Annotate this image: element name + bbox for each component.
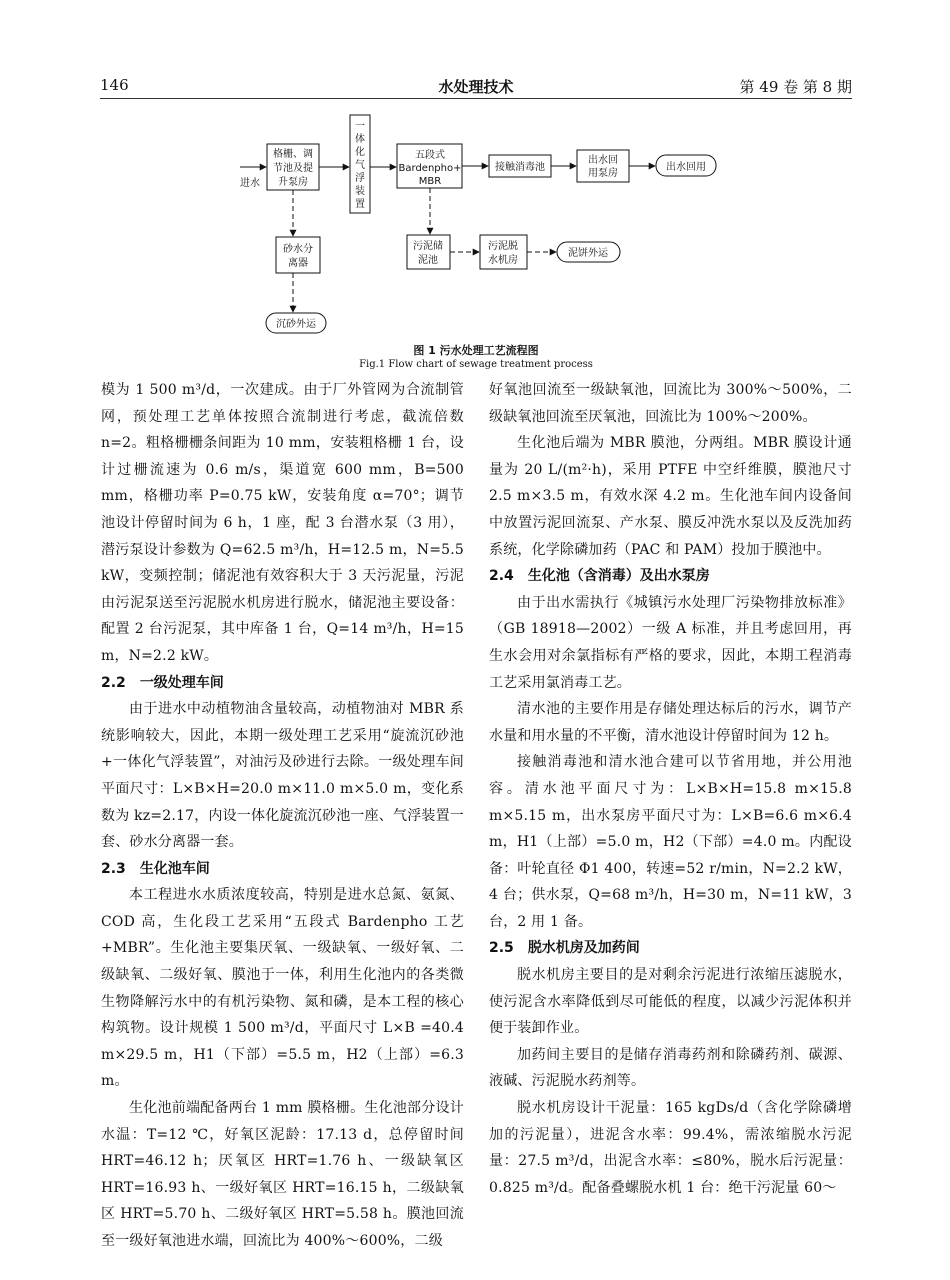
dewater-line-2: 水机房 — [488, 255, 518, 266]
right-column — [489, 377, 852, 1201]
section-title: 脱水机房及加药间 — [527, 940, 640, 957]
section-heading-2-4 — [489, 563, 852, 590]
paragraph: 由于进水中动植物油含量较高，动植物油对 MBR 系统影响较大，因此，本期一级处理工艺采用“旋流沉砂池+一体化气浮装置”，对油污及砂进行去除。一级处理车间平面尺寸：L×B×H=20.0 m×11.0 m×5.0 m，变化系数为 kz=2.17，内设一体化旋流沉砂池一座、气浮装置一套、砂水分离器一套。 — [101, 701, 465, 851]
bardenpho-line-3: MBR — [418, 176, 442, 187]
bardenpho-line-2: Bardenpho+ — [398, 163, 462, 174]
paragraph: 由于出水需执行《城镇污水处理厂污染物排放标准》（GB 18918—2002）一级 A 标准，并且考虑回用，再生水会用对余氯指标有严格的要求，因此，本期工程消毒工艺采用氯消毒工艺。 — [489, 594, 852, 691]
flotation-char-5: 浮 — [355, 173, 365, 184]
paragraph: 模为 1 500 m³/d，一次建成。由于厂外管网为合流制管网，预处理工艺单体按照合流制进行考虑，截流倍数n=2。粗格栅栅条间距为 10 mm，安装粗格栅 1 台，设计过栅流速为 0.6 m/s，渠道宽 600 mm，B=500 mm，格栅功率 P=0.75 kW，安装角度 α=70°；调节池设计停留时间为 6 h，1 座，配 3 台潜水泵（3 用），潜污泵设计参数为 Q=62.5 m³/h，H=12.5 m，N=5.5 kW，变频控制；储泥池有效容积大于 3 天污泥量，污泥由污泥泵送至污泥脱水机房进行脱水，储泥池主要设备：配置 2 台污泥泵，其中库备 1 台，Q=14 m³/h，H=15 m，N=2.2 kW。 — [101, 382, 464, 664]
left-column — [101, 377, 464, 1255]
running-header — [100, 72, 852, 98]
sludge-tank-line-2: 泥池 — [418, 255, 438, 266]
section-title: 生化池车间 — [139, 860, 210, 877]
paragraph: 生化池前端配备两台 1 mm 膜格栅。生化池部分设计水温：T=12 ℃，好氧区泥龄：17.13 d，总停留时间 HRT=46.12 h；厌氧区 HRT=1.76 h、一级缺氧区 HRT=16.93 h、一级好氧区 HRT=16.15 h，二级缺氧区 HRT=5.70 h、二级好氧区 HRT=5.58 h。膜池回流至一级好氧池进水端，回流比为 400%～600%，二级 — [101, 1100, 464, 1249]
section-heading-2-5 — [489, 935, 852, 962]
header-rule — [100, 98, 852, 99]
journal-title: 水处理技术 — [438, 78, 514, 96]
paragraph: 脱水机房主要目的是对剩余污泥进行浓缩压滤脱水，使污泥含水率降低到尽可能低的程度，以减少污泥体积并便于装卸作业。 — [489, 967, 852, 1037]
section-title: 生化池（含消毒）及出水泵房 — [527, 568, 710, 585]
cake-out-label: 泥饼外运 — [568, 248, 608, 259]
section-heading-2-3 — [101, 856, 464, 883]
section-heading-2-2 — [101, 670, 464, 697]
bardenpho-line-1: 五段式 — [415, 150, 445, 161]
grit-out-label: 沉砂外运 — [276, 319, 316, 330]
inlet-label: 进水 — [240, 178, 260, 189]
paragraph: 本工程进水水质浓度较高，特别是进水总氮、氨氮、COD 高，生化段工艺采用“五段式 Bardenpho 工艺+MBR”。生化池主要集厌氧、一级缺氧、一级好氧、二级缺氧、二级好氧、膜池于一体，利用生化池内的各类微生物降解污水中的有机污染物、氮和磷，是本工程的核心构筑物。设计规模 1 500 m³/d，平面尺寸 L×B =40.4 m×29.5 m，H1（下部）=5.5 m，H2（上部）=6.3 m。 — [101, 887, 464, 1090]
section-number: 2.4 — [489, 568, 514, 585]
flotation-char-3: 化 — [355, 147, 365, 158]
page-number: 146 — [100, 76, 129, 94]
paragraph: 接触消毒池和清水池合建可以节省用地，并公用池容。清水池平面尺寸为：L×B×H=15.8 m×15.8 m×5.15 m，出水泵房平面尺寸为：L×B=6.6 m×6.4 m，H1（上部）=5.0 m，H2（下部）=4.0 m。内配设备：叶轮直径 Φ1 400，转速=52 r/min，N=2.2 kW，4 台；供水泵，Q=68 m³/h，H=30 m，N=11 kW，3 台，2 用 1 备。 — [489, 754, 852, 930]
section-number: 2.3 — [101, 860, 126, 877]
sandsep-line-2: 离器 — [288, 258, 308, 269]
paragraph: 生化池后端为 MBR 膜池，分两组。MBR 膜设计通量为 20 L/(m²·h)，采用 PTFE 中空纤维膜，膜池尺寸 2.5 m×3.5 m，有效水深 4.2 m。生化池车间内设备间中放置污泥回流泵、产水泵、膜反冲洗水泵以及反洗加药系统，化学除磷加药（PAC 和 PAM）投加于膜池中。 — [489, 435, 852, 558]
dewater-line-1: 污泥脱 — [488, 241, 518, 252]
sandsep-line-1: 砂水分 — [283, 244, 313, 255]
pump-line-2: 用泵房 — [588, 168, 618, 179]
paragraph: 好氧池回流至一级缺氧池，回流比为 300%～500%，二级缺氧池回流至厌氧池，回流比为 100%～200%。 — [489, 382, 852, 425]
sludge-tank-line-1: 污泥储 — [413, 241, 443, 252]
section-title: 一级处理车间 — [139, 674, 224, 691]
flotation-char-7: 置 — [355, 199, 365, 210]
pump-line-1: 出水回 — [588, 155, 618, 166]
paragraph: 加药间主要目的是储存消毒药剂和除磷药剂、碳源、液碱、污泥脱水药剂等。 — [489, 1046, 852, 1090]
paragraph: 清水池的主要作用是存储处理达标后的污水，调节产水量和用水量的不平衡，清水池设计停留时间为 12 h。 — [489, 701, 852, 744]
grille-line-1: 格栅、调 — [273, 149, 313, 160]
disinfect-label: 接触消毒池 — [495, 162, 545, 173]
reuse-label: 出水回用 — [666, 162, 706, 173]
grille-line-2: 节池及提 — [273, 163, 313, 174]
paragraph: 脱水机房设计干泥量：165 kgDs/d（含化学除磷增加的污泥量），进泥含水率：99.4%，需浓缩脱水污泥量：27.5 m³/d，出泥含水率：≤80%，脱水后污泥量：0.825 m³/d。配备叠螺脱水机 1 台：绝干污泥量 60～ — [489, 1100, 852, 1196]
figure-caption-cn: 图 1 污水处理工艺流程图 — [413, 344, 539, 357]
grille-line-3: 升泵房 — [278, 177, 308, 188]
figure-caption-en: Fig.1 Flow chart of sewage treatment process — [359, 359, 593, 370]
flotation-char-1: 一 — [355, 121, 365, 132]
flotation-char-6: 装 — [355, 186, 365, 197]
section-number: 2.5 — [489, 940, 514, 957]
flotation-char-4: 气 — [355, 160, 365, 171]
section-number: 2.2 — [101, 674, 126, 691]
issue-info: 第 49 卷 第 8 期 — [739, 78, 852, 96]
flotation-char-2: 体 — [355, 134, 365, 145]
process-flow-chart — [0, 100, 950, 340]
